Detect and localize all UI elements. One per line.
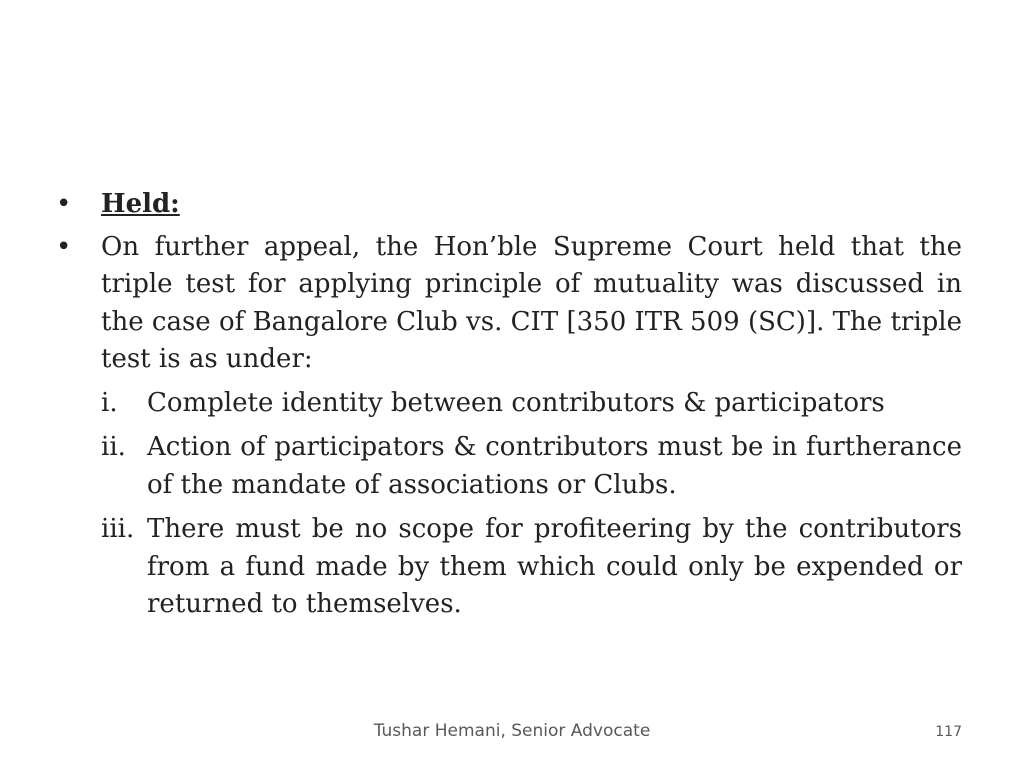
list-item-number: i. <box>101 387 118 418</box>
bullet-mark: • <box>56 189 72 219</box>
bullet-appeal <box>56 229 962 379</box>
bullet-held <box>56 186 962 224</box>
appeal-paragraph: On further appeal, the Hon’ble Supreme Court held that the triple test for applying principle of mutuality was discussed in the case of Bangalore Club vs. CIT [350 ITR 509 (SC)]. The triple test is as under: <box>101 231 962 374</box>
page-number: 117 <box>935 724 962 740</box>
list-item-number: iii. <box>101 514 135 544</box>
list-item <box>56 429 962 504</box>
list-item-text: There must be no scope for profiteering by the contributors from a fund made by them which could only be expended or returned to themselves. <box>147 514 962 619</box>
list-item-text: Action of participators & contributors must be in furtherance of the mandate of associations or Clubs. <box>147 432 962 500</box>
list-item-number: ii. <box>101 432 126 462</box>
list-item-text: Complete identity between contributors & participators <box>147 387 885 418</box>
footer-author: Tushar Hemani, Senior Advocate <box>373 721 651 741</box>
held-heading: Held: <box>101 189 180 219</box>
bullet-mark: • <box>56 231 72 262</box>
triple-test-list <box>56 385 962 624</box>
list-item <box>56 385 962 423</box>
slide-body <box>56 186 962 631</box>
list-item <box>56 511 962 624</box>
